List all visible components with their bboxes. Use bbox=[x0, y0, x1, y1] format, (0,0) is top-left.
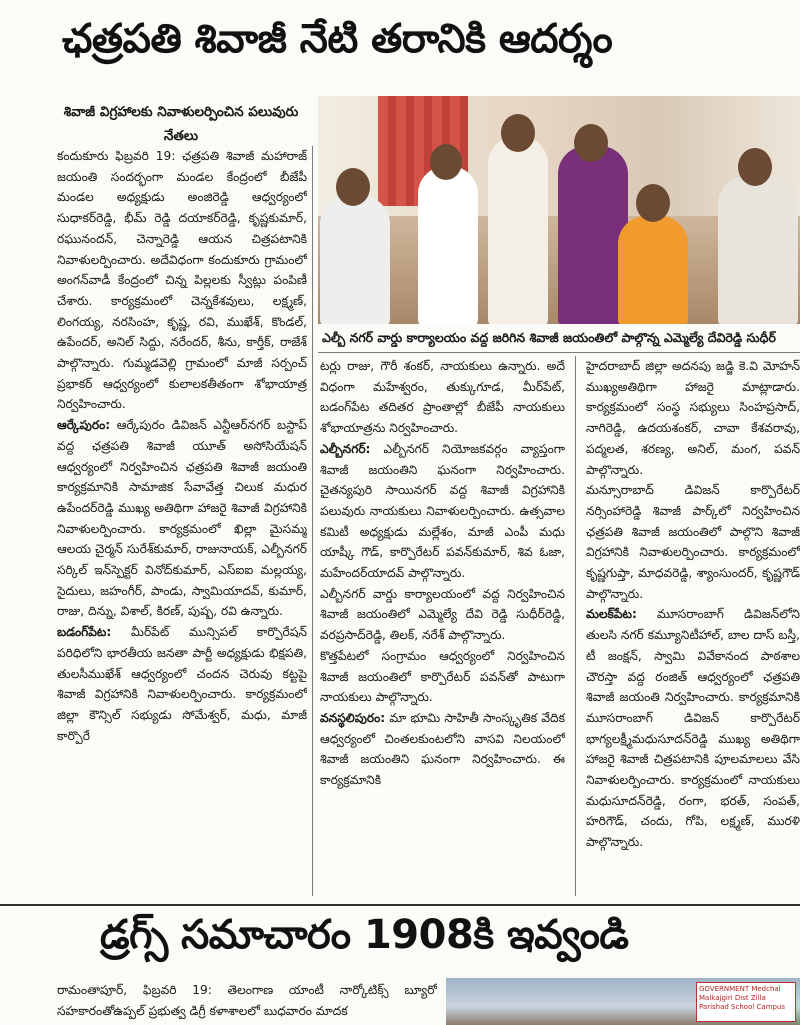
paragraph bbox=[57, 415, 307, 622]
paragraph-text: రామంతాపూర్, ఫిబ్రవరి 19: తెలంగాణ యాంటీ నార్కోటిక్స్ బ్యూరో సహకారంతోఉప్పల్ ప్రభుత్వ డిగ్రీ కళాశాలలో బుధవారం మాదక bbox=[57, 983, 437, 1018]
paragraph-text: మన్సూరాబాద్ డివిజన్ కార్పొరేటర్ నర్సింహారెడ్డి శివాజీ పార్క్‌లో నిర్వహించిన ఛత్రపతి శివాజీ జయంతిలో పాల్గొని శివాజీ విగ్రహానికి నివాళులర్పించారు. కార్యక్రమంలో కృష్ణగుప్తా, మాధవరెడ్డి, శ్యాంసుందర్, కృష్ణగౌడ్ పాల్గొన్నారు. bbox=[586, 483, 800, 601]
photo-person bbox=[320, 196, 390, 324]
photo-person bbox=[418, 166, 478, 324]
photo-signboard: GOVERNMENT Medchal Malkajgiri Dist Zilla Parishad School Campus bbox=[696, 982, 796, 1022]
second-headline: డ్రగ్స్ సమాచారం 1908కి ఇవ్వండి bbox=[100, 912, 629, 958]
paragraph bbox=[586, 356, 800, 480]
main-headline: ఛత్రపతి శివాజీ నేటి తరానికి ఆదర్శం bbox=[62, 16, 613, 62]
photo-person bbox=[618, 216, 688, 324]
paragraph bbox=[320, 646, 565, 708]
caption-rule bbox=[318, 352, 800, 353]
paragraph bbox=[320, 708, 565, 791]
article-column-1 bbox=[57, 146, 307, 896]
paragraph-text: టర్లు రాజు, గౌరీ శంకర్, నాయకులు ఉన్నారు. అదే విధంగా మహేశ్వరం, తుక్కుగూడ, మీర్‌పేట్, బడంగ్‌పేట తదితర ప్రాంతాల్లో బీజేపీ నాయకులు శోభాయాత్రను నిర్వహించారు. bbox=[320, 359, 565, 436]
column-divider bbox=[312, 146, 313, 896]
bottom-story-text bbox=[57, 980, 437, 1025]
section-rule bbox=[0, 904, 800, 906]
article-column-2 bbox=[320, 356, 565, 896]
paragraph bbox=[57, 622, 307, 746]
photo-person-head bbox=[574, 124, 608, 162]
paragraph bbox=[57, 146, 307, 415]
photo-person-head bbox=[738, 148, 772, 186]
photo-person-head bbox=[636, 184, 670, 222]
photo-person-head bbox=[336, 168, 370, 206]
paragraph-text: మా భూమి సాహితీ సాంస్కృతిక వేదిక ఆధ్వర్యంలో చింతలకుంటలోని వాసవి నిలయంలో శివాజీ జయంతిని ఘనంగా నిర్వహించారు. ఈ కార్యక్రమానికి bbox=[320, 710, 565, 788]
paragraph-text: హైదరాబాద్ జిల్లా అదనపు జడ్జి కె.వి మోహన్ ముఖ్యఅతిథిగా హాజరై మాట్లాడారు. కార్యక్రమంలో సంస్థ సభ్యులు సింహప్రసాద్, నాగిరెడ్డి, ఉదయశంకర్, చావా కేశవరావు, పద్మలత, శరణ్య, అనిల్, మంగ, పవన్ పాల్గొన్నారు. bbox=[586, 359, 800, 477]
paragraph-text: కందుకూరు ఫిబ్రవరి 19: ఛత్రపతి శివాజీ మహారాజ్ జయంతి సందర్భంగా మండల కేంద్రంలో బీజేపీ మండల అధ్యక్షుడు అంజిరెడ్డి ఆధ్వర్యంలో సుధాకర్‌రెడ్డి, భీమ్ రెడ్డి దయాకర్‌రెడ్డి, కృష్ణకుమార్, రఘునందన్, చెన్నారెడ్డి ఆయన చిత్రపటానికి నివాళులర్పించారు. అదేవిధంగా కందుకూరు గ్రామంలో అంగన్‌వాడీ కేంద్రంలో చిన్న పిల్లలకు స్వీట్లు పంపిణీ చేశారు. కార్యక్రమంలో చెన్నకేశవులు, లక్ష్మణ్, లింగయ్య, నరసింహ, కృష్ణ, రవి, ముఖేశ్, కొండల్, ఉపేందర్, అనిల్ సిద్దు, నరేందర్, శీను, కార్తీక్, రాజేశ్ పాల్గొన్నారు. గుమ్మడవెల్లి గ్రామంలో మాజీ సర్పంచ్ ప్రభాకర్ ఆధ్వర్యంలో కులాలకతీతంగా శోభాయాత్ర నిర్వహించారు. bbox=[57, 149, 307, 412]
paragraph-text: కొత్తపేటలో సంగ్రామం ఆధ్వర్యంలో నిర్వహించిన శివాజీ జయంతిలో కార్పొరేటర్ పవన్‌తో పాటుగా నాయకులు పాల్గొన్నారు. bbox=[320, 648, 565, 705]
photo-caption: ఎల్బీ నగర్ వార్డు కార్యాలయం వద్ద జరిగిన శివాజీ జయంతిలో పాల్గొన్న ఎమ్మెల్యే దేవిరెడ్డి సుధీర్ bbox=[322, 330, 776, 345]
paragraph bbox=[57, 980, 437, 1021]
dateline: మలక్‌పేట: bbox=[586, 607, 637, 622]
paragraph-text: మీర్‌పేట్ మున్సిపల్ కార్పొరేషన్ పరిధిలోని భారతీయ జనతా పార్టీ అధ్యక్షుడు భిక్షపతి, తులసీముఖేశ్ ఆధ్వర్యంలో చందన చెరువు కట్టపై శివాజీ విగ్రహానికి నివాళులర్పించారు. కార్యక్రమంలో జిల్లా కౌన్సిల్ సభ్యుడు సోమేశ్వర్, మధు, మాజీ కార్పొరే bbox=[57, 625, 307, 743]
photo-person bbox=[718, 176, 798, 324]
dateline: వనస్థలిపురం: bbox=[320, 710, 386, 725]
paragraph bbox=[586, 604, 800, 852]
event-photo bbox=[318, 96, 800, 324]
photo-person-head bbox=[430, 144, 462, 180]
column-divider bbox=[575, 356, 576, 896]
paragraph-text: ఎల్బీనగర్ వార్డు కార్యాలయంలో వద్ద నిర్వహించిన శివాజీ జయంతిలో ఎమ్మెల్యే దేవి రెడ్డి సుధీర్‌రెడ్డి, వరప్రసాద్‌రెడ్డి, తిలక్, నరేశ్ పాల్గొన్నారు. bbox=[320, 586, 565, 643]
dateline: ఎల్బీనగర్: bbox=[320, 441, 371, 456]
paragraph-text: మూసరాంబాగ్ డివిజన్‌లోని తులసి నగర్ కమ్యూనిటీహాల్, బాల దాస్ బస్తీ, టీ జంక్షన్, స్వామి వివేకానంద పాఠశాల చౌరస్తా వద్ద రంజిత్ ఆధ్వర్యంలో ఛత్రపతి శివాజీ జయంతి నిర్వహించారు. కార్యక్రమానికి మూసరాంబాగ్ డివిజన్ కార్పొరేటర్ భాగ్యలక్ష్మీమధుసూదన్‌రెడ్డి ముఖ్య అతిథిగా హాజరై శివాజీ చిత్రపటానికి పూలమాలలు వేసి నివాళులర్పించారు. కార్యక్రమంలో నాయకులు మధుసూదన్‌రెడ్డి, రంగా, భరత్, సంపత్, హరిగౌడ్, చందు, గోపి, లక్ష్మణ్, మురళి పాల్గొన్నారు. bbox=[586, 607, 800, 850]
paragraph-text: ఆర్కేపురం డివిజన్ ఎన్టీఆర్‌నగర్ బస్టాప్ వద్ద ఛత్రపతి శివాజీ యూత్ అసోసియేషన్ ఆధ్వర్యంలో నిర్వహించిన ఛత్రపతి శివాజీ జయంతి కార్యక్రమానికి సామాజిక సేవావేత్త చిలుక మధుర ఉపేందర్‌రెడ్డి ముఖ్య అతిథిగా హాజరై శివాజీ విగ్రహానికి నివాళులర్పించారు. కార్యక్రమంలో ఖిల్లా మైసమ్మ ఆలయ చైర్మన్ సురేశ్‌కుమార్, రాజునాయక్, ఎల్బీనగర్ సర్కిల్ ఇన్‌స్పెక్టర్ వినోద్‌కుమార్, ఎస్ఐఐ మల్లయ్య, సైదులు, జహంగీర్, పాండు, స్వామియాదవ్, కుమార్, రాజు, దిన్ను, విశాల్, కిరణ్, పుష్ప, రవి ఉన్నారు. bbox=[57, 418, 307, 619]
photo-person bbox=[488, 136, 548, 324]
paragraph bbox=[320, 584, 565, 646]
photo-person-head bbox=[501, 114, 535, 152]
dateline: బడంగ్‌పేట: bbox=[57, 625, 112, 640]
subheading: శివాజీ విగ్రహాలకు నివాళులర్పించిన పలువురు నేతలు bbox=[63, 104, 299, 144]
article-column-3 bbox=[586, 356, 800, 896]
paragraph bbox=[320, 439, 565, 584]
paragraph-text: ఎల్బీనగర్ నియోజకవర్గం వ్యాప్తంగా శివాజీ జయంతిని ఘనంగా నిర్వహించారు. చైతన్యపురి సాయినగర్ వద్ద శివాజీ విగ్రహానికి పలువురు నాయకులు నివాళులర్పించారు. ఉత్సవాల కమిటీ అధ్యక్షుడు మల్లేశం, మాజీ ఎంపీ మధు యాష్కీ గౌడ్, కార్పొరేటర్ పవన్‌కుమార్, శివ ఓజా, మహేందర్‌యాదవ్ పాల్గొన్నారు. bbox=[320, 441, 565, 581]
paragraph bbox=[320, 356, 565, 439]
dateline: ఆర్కేపురం: bbox=[57, 418, 111, 433]
bottom-photo bbox=[446, 978, 800, 1025]
paragraph bbox=[586, 480, 800, 604]
